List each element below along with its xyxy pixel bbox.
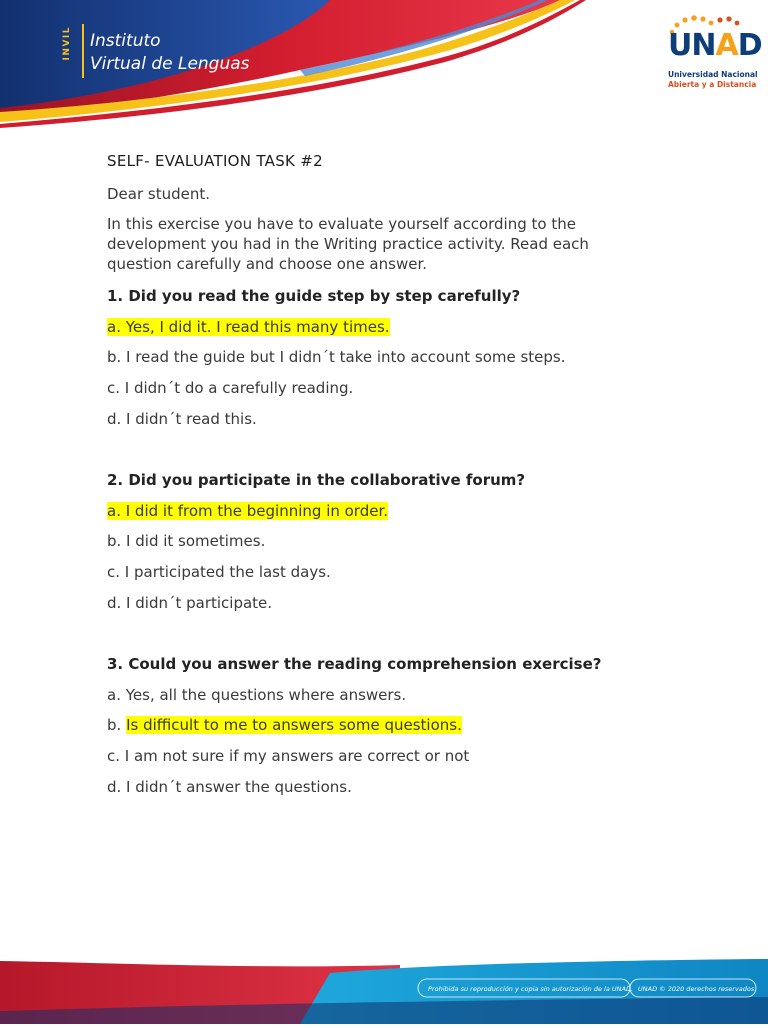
- intro-paragraph: In this exercise you have to evaluate yourself according to the development you had in the Writing practice activity. Read each question carefully and choose one answer.: [107, 215, 589, 273]
- document-title: SELF- EVALUATION TASK #2: [107, 152, 323, 170]
- institute-name-line1: Instituto: [90, 31, 161, 51]
- question-3-option-b: b. Is difficult to me to answers some questions.: [107, 716, 462, 734]
- invil-tag: INVIL: [62, 26, 72, 61]
- logo-subtitle-line2: Abierta y a Distancia: [668, 80, 757, 89]
- footer-notice: Prohibida su reproducción y copia sin autorización de la UNAD.: [428, 985, 634, 993]
- question-2: 2. Did you participate in the collaborative forum?: [107, 471, 526, 489]
- question-1-option-c: c. I didn´t do a carefully reading.: [107, 379, 354, 397]
- question-3: 3. Could you answer the reading comprehension exercise?: [107, 655, 602, 673]
- footer-copyright: UNAD © 2020 derechos reservados.: [638, 985, 757, 993]
- logo-subtitle-line1: Universidad Nacional: [668, 70, 758, 79]
- logo-wordmark: UNAD: [668, 28, 762, 63]
- question-1-option-d: d. I didn´t read this.: [107, 410, 257, 428]
- question-3-option-d: d. I didn´t answer the questions.: [107, 778, 352, 796]
- unad-logo: [660, 14, 760, 94]
- question-2-option-d: d. I didn´t participate.: [107, 594, 273, 612]
- question-3-option-a: a. Yes, all the questions where answers.: [107, 686, 407, 704]
- institute-name-line2: Virtual de Lenguas: [90, 54, 250, 74]
- question-1: 1. Did you read the guide step by step carefully?: [107, 287, 521, 305]
- question-1-option-a: a. Yes, I did it. I read this many times.: [107, 318, 390, 336]
- header-banner: [0, 0, 768, 130]
- question-2-option-a: a. I did it from the beginning in order.: [107, 502, 389, 520]
- question-3-option-c: c. I am not sure if my answers are correct or not: [107, 747, 470, 765]
- question-2-option-b: b. I did it sometimes.: [107, 532, 266, 550]
- question-1-option-b: b. I read the guide but I didn´t take into account some steps.: [107, 348, 566, 366]
- greeting: Dear student.: [107, 185, 211, 203]
- question-2-option-c: c. I participated the last days.: [107, 563, 331, 581]
- yellow-divider: [82, 24, 84, 78]
